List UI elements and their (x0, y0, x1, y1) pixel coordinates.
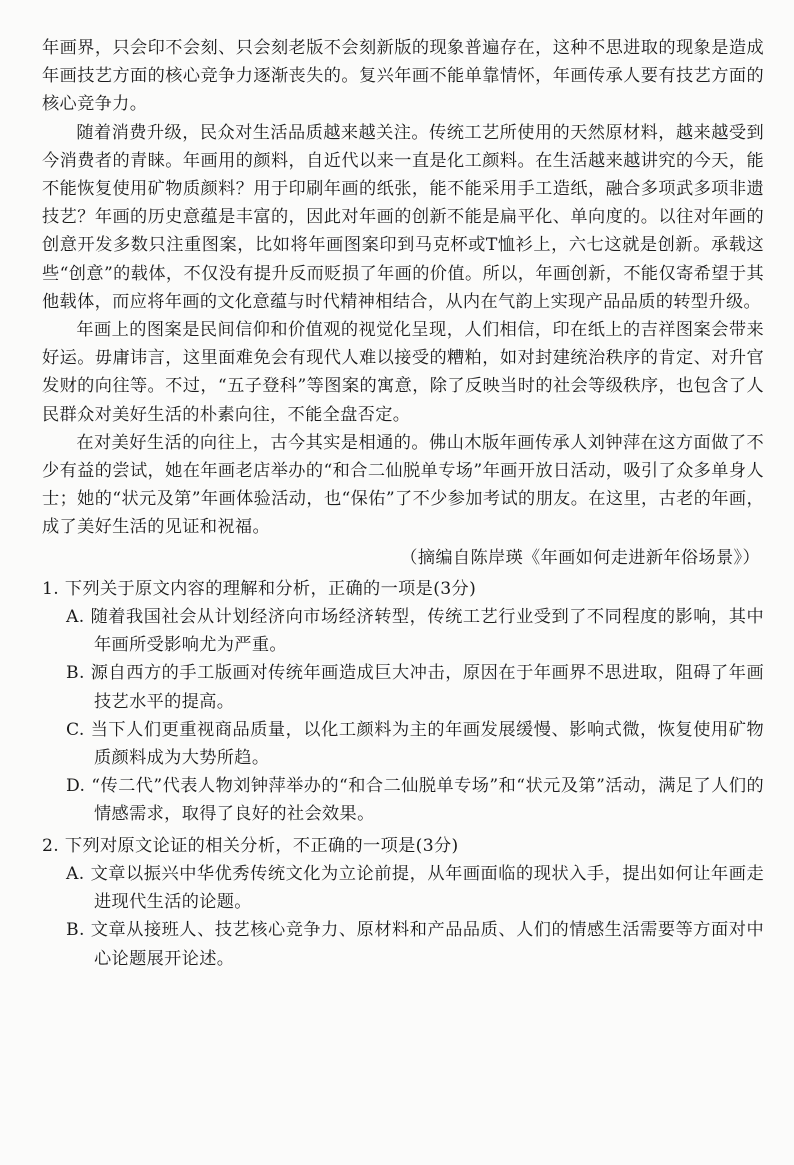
passage-paragraph-1: 年画界，只会印不会刻、只会刻老版不会刻新版的现象普遍存在，这种不思进取的现象是造成年画技艺方面的核心竞争力逐渐丧失的。复兴年画不能单靠情怀，年画传承人要有技艺方面的核心竞争力。 (42, 38, 764, 115)
question-1-option-d: D. “传二代”代表人物刘钟萍举办的“和合二仙脱单专场”和“状元及第”活动，满足了人们的情感需求，取得了良好的社会效果。 (66, 776, 764, 825)
question-1-option-a: A. 随着我国社会从计划经济向市场经济转型，传统工艺行业受到了不同程度的影响，其中年画所受影响尤为严重。 (66, 607, 764, 656)
question-2-option-b: B. 文章从接班人、技艺核心竞争力、原材料和产品品质、人们的情感生活需要等方面对中心论题展开论述。 (66, 920, 764, 969)
question-1 (42, 575, 764, 829)
passage-paragraph-2: 随着消费升级，民众对生活品质越来越关注。传统工艺所使用的天然原材料，越来越受到今消费者的青睐。年画用的颜料，自近代以来一直是化工颜料。在生活越来越讲究的今天，能不能恢复使用矿物质颜料？用于印刷年画的纸张，能不能采用手工造纸，融合多项武多项非遗技艺？年画的历史意蕴是丰富的，因此对年画的创新不能是扁平化、单向度的。以往对年画的创意开发多数只注重图案，比如将年画图案印到马克杯或T恤衫上，六七这就是创新。承载这些“创意”的载体，不仅没有提升反而贬损了年画的价值。所以，年画创新，不能仅寄希望于其他载体，而应将年画的文化意蕴与时代精神相结合，从内在气韵上实现产品品质的转型升级。 (42, 122, 764, 312)
passage-source: （摘编自陈岸瑛《年画如何走进新年俗场景》） (400, 547, 760, 568)
question-1-stem: 1. 下列关于原文内容的理解和分析，正确的一项是(3分) (42, 578, 477, 599)
question-1-option-c: C. 当下人们更重视商品质量，以化工颜料为主的年画发展缓慢、影响式微，恢复使用矿物质颜料成为大势所趋。 (66, 719, 764, 769)
passage-paragraph-3: 年画上的图案是民间信仰和价值观的视觉化呈现，人们相信，印在纸上的吉祥图案会带来好运。毋庸讳言，这里面难免会有现代人难以接受的糟粕，如对封建统治秩序的肯定、对升官发财的向往等。不过，“五子登科”等图案的寓意，除了反映当时的社会等级秩序，也包含了人民群众对美好生活的朴素向往，不能全盘否定。 (42, 320, 764, 425)
question-2-option-a: A. 文章以振兴中华优秀传统文化为立论前提，从年画面临的现状入手，提出如何让年画走进现代生活的论题。 (66, 863, 764, 913)
page-content (42, 34, 764, 973)
passage-paragraph-4: 在对美好生活的向往上，古今其实是相通的。佛山木版年画传承人刘钟萍在这方面做了不少有益的尝试，她在年画老店举办的“和合二仙脱单专场”年画开放日活动，吸引了众多单身人士；她的“状元及第”年画体验活动，也“保佑”了不少参加考试的朋友。在这里，古老的年画，成了美好生活的见证和祝福。 (42, 432, 764, 538)
question-2 (42, 832, 764, 973)
question-2-stem: 2. 下列对原文论证的相关分析，不正确的一项是(3分) (42, 835, 459, 856)
question-1-option-b: B. 源自西方的手工版画对传统年画造成巨大冲击，原因在于年画界不思进取，阻碍了年画技艺水平的提高。 (66, 663, 764, 712)
